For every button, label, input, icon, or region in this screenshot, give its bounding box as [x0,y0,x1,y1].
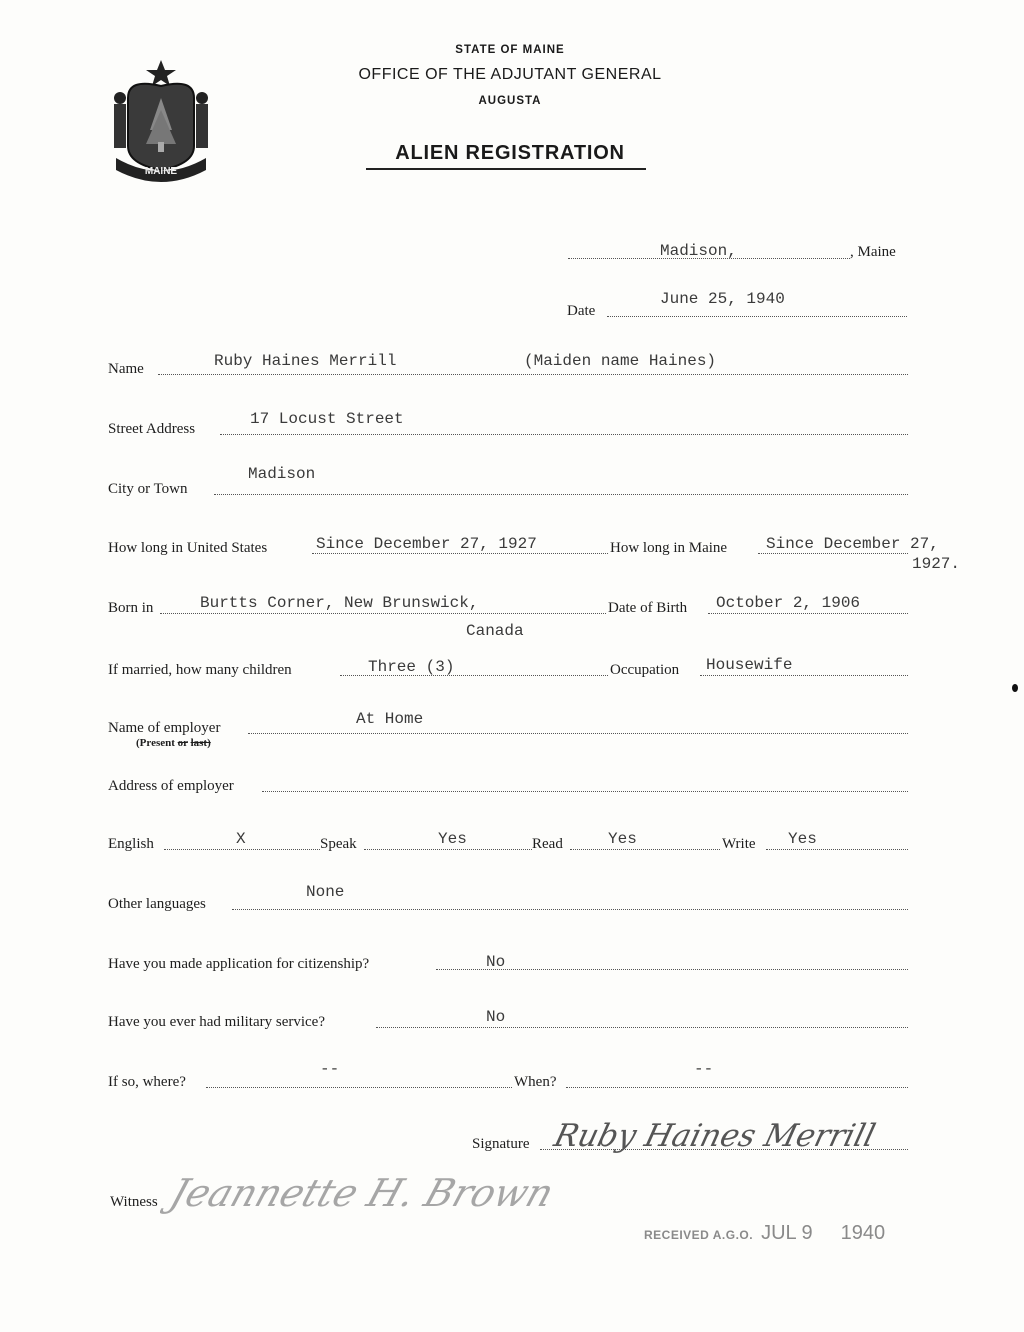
speak-line [364,849,532,850]
employer-value: At Home [356,710,424,728]
us-duration-line [312,553,608,554]
date-line [607,316,907,317]
title-underline [366,168,646,170]
us-duration-label: How long in United States [108,540,268,556]
header-city: AUGUSTA [478,95,542,107]
seal-banner-text: MAINE [144,166,178,177]
where-value: -- [320,1060,340,1078]
speak-value: Yes [438,830,467,848]
where-line [206,1087,512,1088]
maine-duration-line [758,553,908,554]
where-label: If so, where? [108,1074,186,1090]
place-value: Madison, [660,242,737,260]
maine-duration-value-year: 1927. [912,555,961,573]
speak-label: Speak [320,836,357,852]
when-value: -- [694,1060,714,1078]
place-suffix: , Maine [850,244,896,260]
citizenship-line [436,969,908,970]
name-line [158,374,908,375]
children-label: If married, how many children [108,662,292,678]
other-languages-value: None [306,883,345,901]
write-line [766,849,908,850]
read-line [570,849,720,850]
margin-dot [1012,684,1018,692]
other-languages-label: Other languages [108,896,206,912]
header-office: OFFICE OF THE ADJUTANT GENERAL [358,66,662,83]
date-label: Date [567,303,596,319]
stamp-date: JUL 9 [761,1222,813,1244]
born-in-value: Burtts Corner, New Brunswick, [200,594,479,612]
street-value: 17 Locust Street [250,410,404,428]
maiden-name-value: (Maiden name Haines) [524,352,717,370]
stamp-year: 1940 [840,1222,886,1244]
citizenship-label: Have you made application for citizenship? [108,956,370,972]
born-in-label: Born in [108,600,154,616]
street-line [220,434,908,435]
military-line [376,1027,908,1028]
occupation-line [700,675,908,676]
born-in-country: Canada [466,622,524,640]
military-value: No [486,1008,506,1026]
read-value: Yes [608,830,637,848]
us-duration-value: Since December 27, 1927 [316,535,537,553]
date-value: June 25, 1940 [660,290,785,308]
english-line [164,849,320,850]
dob-label: Date of Birth [608,600,688,616]
write-label: Write [722,836,756,852]
employer-label: Name of employer [108,720,221,736]
stamp-label: RECEIVED A.G.O. [644,1228,754,1242]
city-value: Madison [248,465,316,483]
witness-label: Witness [110,1194,158,1210]
born-in-line [160,613,606,614]
city-label: City or Town [108,481,188,497]
header-state: STATE OF MAINE [455,44,565,56]
received-stamp [644,1222,885,1245]
maine-state-seal [108,58,214,182]
witness-text: Jeannette H. Brown [164,1171,559,1216]
english-value: X [236,830,246,848]
when-label: When? [514,1074,557,1090]
children-value: Three (3) [368,658,455,676]
employer-address-label: Address of employer [108,778,234,794]
form-title: ALIEN REGISTRATION [395,142,625,164]
maine-duration-value: Since December 27, [766,535,939,553]
employer-sublabel-or: or [177,737,188,749]
signature-label: Signature [472,1136,530,1152]
city-line [214,494,908,495]
witness-handwriting [160,1156,600,1232]
maine-duration-label: How long in Maine [610,540,728,556]
write-value: Yes [788,830,817,848]
military-label: Have you ever had military service? [108,1014,325,1030]
when-line [566,1087,908,1088]
employer-sublabel [136,737,211,749]
signature-text: Ruby Haines Merrill [550,1118,879,1154]
occupation-value: Housewife [706,656,793,674]
occupation-label: Occupation [610,662,680,678]
employer-address-line [262,791,908,792]
street-label: Street Address [108,421,196,437]
dob-value: October 2, 1906 [716,594,861,612]
citizenship-value: No [486,953,506,971]
read-label: Read [532,836,563,852]
employer-sublabel-present: (Present [136,737,175,749]
english-label: English [108,836,154,852]
name-label: Name [108,361,144,377]
signature-handwriting [548,1108,918,1174]
employer-line [248,733,908,734]
name-value: Ruby Haines Merrill [214,352,397,370]
dob-line [708,613,908,614]
employer-sublabel-last: last) [190,737,211,749]
other-languages-line [232,909,908,910]
